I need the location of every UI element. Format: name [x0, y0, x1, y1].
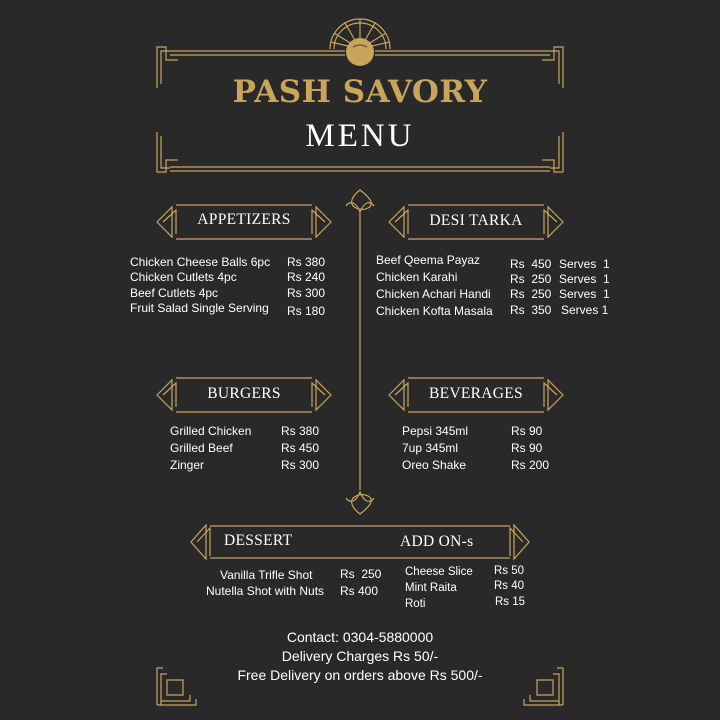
free-delivery-line: Free Delivery on orders above Rs 500/-	[237, 667, 483, 683]
list-item: Pepsi 345ml	[402, 424, 469, 438]
item-price: Rs 250	[510, 287, 552, 301]
list-item: Zinger	[170, 458, 205, 472]
list-item: Beef Qeema Payaz	[376, 253, 481, 267]
list-item: Vanilla Trifle Shot	[220, 568, 313, 582]
item-price: Rs 180	[287, 304, 326, 318]
item-price: Rs 450	[510, 257, 552, 271]
item-price: Rs 300	[281, 458, 320, 472]
list-item: Grilled Chicken	[170, 424, 252, 438]
item-price: Rs 15	[495, 596, 526, 608]
item-price: Rs 40	[494, 580, 525, 592]
brand-name: PASH SAVORY	[232, 74, 488, 110]
item-price: Rs 380	[287, 255, 326, 269]
list-item: Cheese Slice	[405, 566, 473, 578]
item-serves: Serves 1	[559, 287, 610, 301]
item-price: Rs 380	[281, 424, 320, 438]
list-item: Chicken Cheese Balls 6pc	[130, 255, 271, 269]
item-serves: Serves 1	[559, 272, 610, 286]
addons-heading: ADD ON-s	[400, 533, 474, 550]
list-item: Mint Raita	[405, 582, 457, 594]
list-item: Fruit Salad Single Serving	[130, 301, 269, 315]
list-item: Oreo Shake	[402, 458, 467, 472]
list-item: Grilled Beef	[170, 441, 233, 455]
list-item: 7up 345ml	[402, 441, 459, 455]
item-price: Rs 50	[494, 565, 525, 577]
item-price: Rs 350	[510, 303, 552, 317]
item-price: Rs 240	[287, 270, 326, 284]
contact-line: Contact: 0304-5880000	[286, 629, 434, 645]
item-serves: Serves 1	[559, 257, 610, 271]
burgers-heading: BURGERS	[207, 385, 281, 402]
delivery-charges-line: Delivery Charges Rs 50/-	[281, 648, 439, 664]
item-price: Rs 250	[510, 272, 552, 286]
item-serves: Serves 1	[561, 303, 609, 317]
item-price: Rs 250	[340, 567, 382, 581]
appetizers-heading: APPETIZERS	[197, 211, 291, 228]
item-price: Rs 90	[511, 424, 543, 438]
list-item: Chicken Karahi	[376, 270, 458, 284]
list-item: Chicken Achari Handi	[376, 287, 491, 301]
item-price: Rs 450	[281, 441, 320, 455]
beverages-heading: BEVERAGES	[429, 385, 523, 402]
logo-disc	[346, 38, 374, 66]
list-item: Roti	[405, 598, 426, 610]
list-item: Nutella Shot with Nuts	[206, 584, 325, 598]
list-item: Beef Cutlets 4pc	[130, 286, 219, 300]
item-price: Rs 400	[340, 584, 379, 598]
item-price: Rs 300	[287, 286, 326, 300]
list-item: Chicken Kofta Masala	[376, 304, 493, 318]
menu-title: MENU	[305, 118, 415, 154]
center-divider	[346, 190, 374, 514]
list-item: Chicken Cutlets 4pc	[130, 270, 237, 284]
item-price: Rs 200	[511, 458, 550, 472]
item-price: Rs 90	[511, 441, 543, 455]
desi-tarka-heading: DESI TARKA	[429, 212, 523, 229]
dessert-heading: DESSERT	[224, 532, 293, 549]
